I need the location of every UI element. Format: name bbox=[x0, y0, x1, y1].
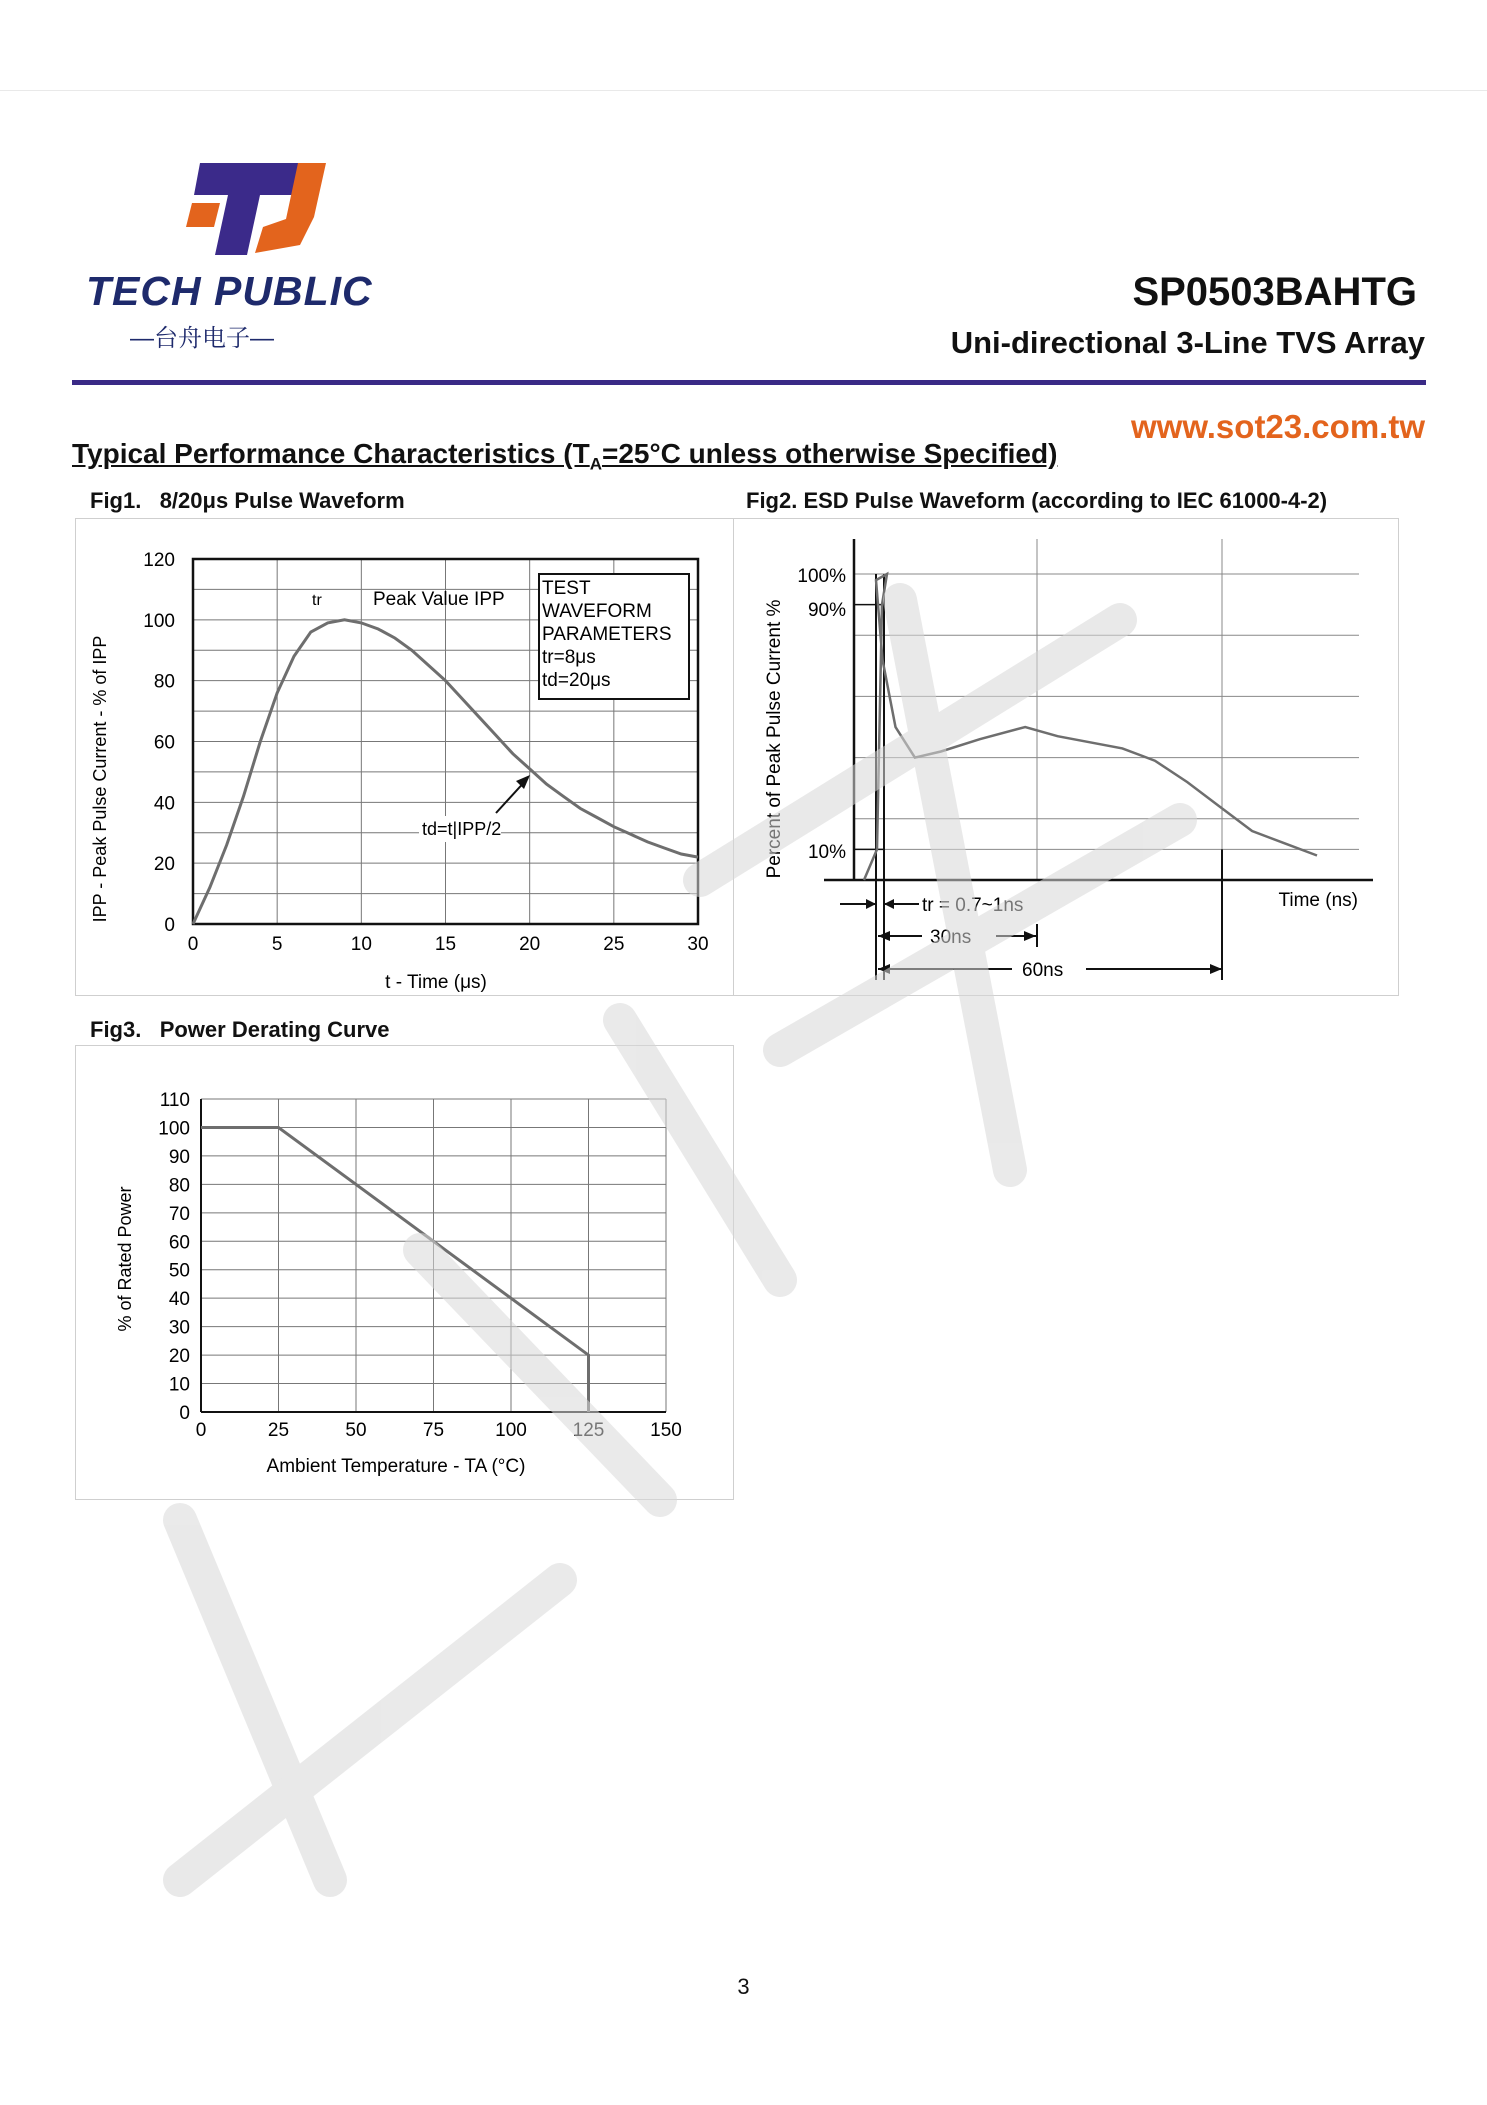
website-link[interactable]: www.sot23.com.tw bbox=[1130, 408, 1425, 445]
fig3-grid bbox=[201, 1099, 666, 1412]
fig2-label-10: 10% bbox=[807, 842, 846, 863]
fig3-y-axis-title: % of Rated Power bbox=[115, 1186, 135, 1332]
fig3-x-tick-label: 75 bbox=[422, 1420, 445, 1441]
fig1-box-line1: TEST bbox=[542, 578, 591, 599]
fig2-tr-arrowhead-right bbox=[884, 899, 894, 909]
fig1-x-tick-label: 5 bbox=[271, 934, 283, 955]
fig2-30ns-arrowhead-right bbox=[1024, 931, 1036, 941]
page-number: 3 bbox=[737, 1974, 750, 1999]
fig1-y-tick-label: 120 bbox=[143, 550, 175, 571]
fig1-td-label: td=t|IPP/2 bbox=[422, 819, 502, 839]
fig3-x-tick-label: 150 bbox=[650, 1420, 682, 1441]
fig1-title bbox=[90, 488, 405, 514]
brand-chinese-name: —台舟电子— bbox=[130, 325, 274, 352]
fig2-label-100: 100% bbox=[797, 566, 846, 587]
fig3-x-tick-label: 125 bbox=[572, 1420, 605, 1441]
fig1-box-line3: PARAMETERS bbox=[542, 624, 672, 645]
fig1-x-tick-label: 0 bbox=[187, 934, 199, 955]
fig3-chart bbox=[76, 1046, 733, 1499]
logo-accent-shape bbox=[186, 203, 220, 227]
fig3-title bbox=[90, 1017, 390, 1043]
section-title bbox=[72, 438, 1057, 475]
fig2-60ns-label: 60ns bbox=[1022, 960, 1064, 981]
fig3-y-tick-label: 100 bbox=[158, 1118, 190, 1140]
section-title-sub: A bbox=[589, 454, 602, 474]
fig1-y-tick-label: 60 bbox=[153, 732, 175, 754]
fig3-y-tick-label: 90 bbox=[168, 1146, 190, 1168]
fig1-x-tick-label: 30 bbox=[687, 934, 709, 955]
fig1-y-axis-title: IPP - Peak Pulse Current - % of IPP bbox=[90, 635, 110, 923]
fig1-x-tick-label: 15 bbox=[434, 934, 457, 955]
fig2-label-90: 90% bbox=[807, 600, 846, 621]
fig2-tr-arrowhead-left bbox=[866, 899, 876, 909]
fig3-title-text: Power Derating Curve bbox=[159, 1017, 390, 1042]
brand-name: TECH PUBLIC bbox=[86, 268, 373, 314]
fig1-box-line2: WAVEFORM bbox=[542, 601, 652, 622]
fig2-x-axis-title: Time (ns) bbox=[1278, 890, 1358, 911]
fig3-x-tick-label: 50 bbox=[345, 1420, 367, 1441]
fig1-x-tick-label: 20 bbox=[519, 934, 541, 955]
fig1-chart bbox=[76, 519, 733, 995]
fig2-grid bbox=[824, 539, 1373, 980]
fig3-y-tick-label: 110 bbox=[159, 1090, 190, 1111]
fig3-y-tick-label: 10 bbox=[168, 1374, 190, 1396]
fig2-y-axis-title: Percent of Peak Pulse Current % bbox=[764, 599, 785, 879]
section-title-pre: Typical Performance Characteristics (T bbox=[72, 438, 590, 469]
fig3-x-tick-label: 25 bbox=[267, 1420, 290, 1441]
fig1-box-line5: td=20μs bbox=[542, 670, 611, 691]
fig1-y-tick-label: 80 bbox=[153, 671, 175, 693]
fig2-title: Fig2. ESD Pulse Waveform (according to IEC 61000-4-2) bbox=[746, 488, 1328, 513]
fig1-tr-label: tr bbox=[312, 592, 322, 609]
fig3-y-tick-label: 50 bbox=[168, 1260, 190, 1282]
fig3-y-tick-label: 80 bbox=[168, 1175, 190, 1197]
fig1-y-tick-label: 40 bbox=[153, 793, 175, 815]
fig3-chart-box bbox=[75, 1045, 734, 1500]
fig2-30ns-label: 30ns bbox=[930, 927, 972, 948]
product-subtitle: Uni-directional 3-Line TVS Array bbox=[950, 325, 1425, 360]
fig2-chart bbox=[734, 519, 1398, 995]
fig1-td-arrowhead bbox=[516, 775, 530, 789]
fig2-series-line bbox=[864, 574, 1317, 880]
top-divider bbox=[0, 90, 1487, 91]
fig3-y-tick-label: 20 bbox=[168, 1346, 190, 1368]
fig3-y-tick-label: 70 bbox=[168, 1203, 190, 1225]
fig1-title-prefix: Fig1. bbox=[90, 488, 142, 513]
fig1-y-tick-label: 0 bbox=[164, 915, 175, 936]
fig1-y-tick-label: 100 bbox=[143, 610, 175, 632]
fig3-x-tick-label: 0 bbox=[195, 1420, 207, 1441]
fig3-x-tick-label: 100 bbox=[495, 1420, 527, 1441]
fig3-y-tick-label: 0 bbox=[179, 1403, 190, 1424]
fig1-peak-label: Peak Value IPP bbox=[373, 589, 505, 610]
fig3-title-prefix: Fig3. bbox=[90, 1017, 142, 1042]
section-title-post: =25°C unless otherwise Specified) bbox=[601, 438, 1058, 469]
fig3-y-tick-label: 40 bbox=[168, 1289, 190, 1311]
fig1-x-axis-title: t - Time (μs) bbox=[385, 972, 487, 993]
fig2-tr-label: tr = 0.7~1ns bbox=[922, 895, 1024, 916]
fig1-x-tick-label: 25 bbox=[603, 934, 625, 955]
fig3-y-tick-label: 60 bbox=[168, 1232, 190, 1254]
fig1-chart-box bbox=[75, 518, 734, 996]
fig1-title-text: 8/20μs Pulse Waveform bbox=[159, 488, 405, 513]
fig1-y-tick-label: 20 bbox=[153, 854, 175, 876]
fig3-y-tick-label: 30 bbox=[168, 1317, 190, 1339]
fig3-ticks bbox=[158, 1090, 682, 1441]
part-number: SP0503BAHTG bbox=[1132, 270, 1417, 314]
header-rule bbox=[72, 380, 1426, 385]
fig2-60ns-arrowhead-right bbox=[1210, 964, 1222, 974]
fig3-x-axis-title: Ambient Temperature - TA (°C) bbox=[266, 1456, 526, 1477]
fig1-x-tick-label: 10 bbox=[350, 934, 372, 955]
fig2-chart-box bbox=[733, 518, 1399, 996]
fig1-box-line4: tr=8μs bbox=[542, 647, 596, 668]
